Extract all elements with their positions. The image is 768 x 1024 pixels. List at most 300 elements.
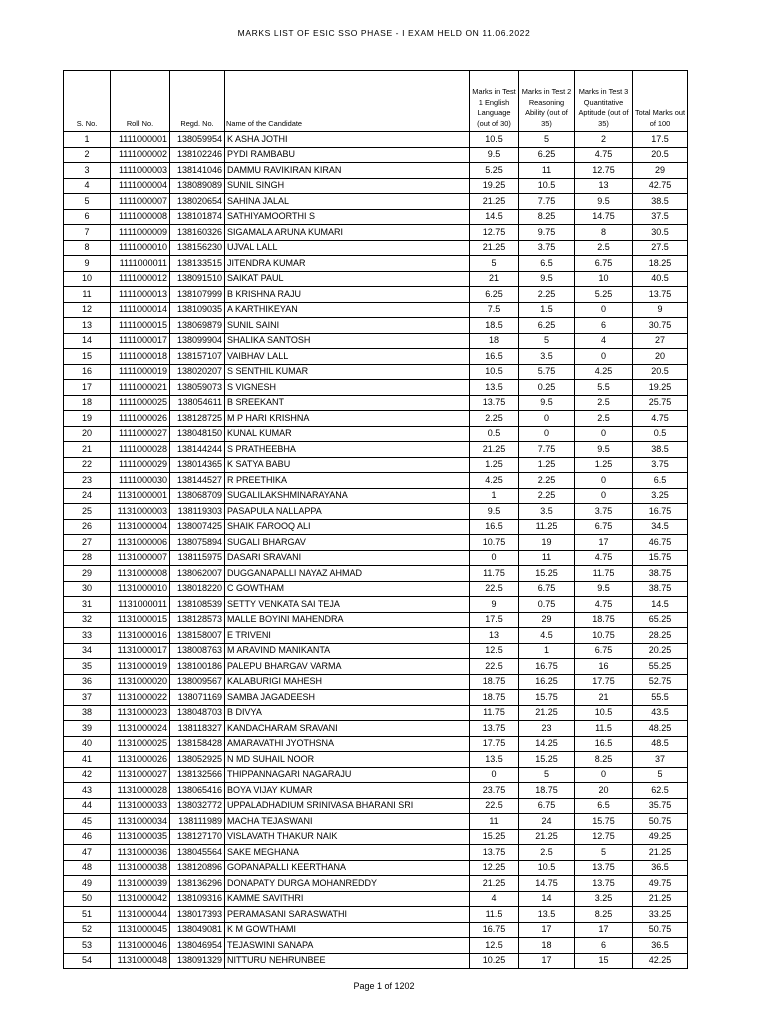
cell-candidate-name: SHALIKA SANTOSH xyxy=(225,333,470,349)
cell-roll-no: 1131000026 xyxy=(111,752,170,768)
cell-test2: 3.5 xyxy=(519,349,575,365)
cell-test1: 2.25 xyxy=(470,411,519,427)
cell-test2: 11 xyxy=(519,550,575,566)
cell-test3: 10.75 xyxy=(575,628,633,644)
cell-total: 6.5 xyxy=(633,473,688,489)
cell-regd-no: 138128573 xyxy=(170,612,225,628)
cell-candidate-name: SUNIL SAINI xyxy=(225,318,470,334)
cell-regd-no: 138099904 xyxy=(170,333,225,349)
cell-test2: 0.75 xyxy=(519,597,575,613)
cell-total: 25.75 xyxy=(633,395,688,411)
table-row xyxy=(64,364,688,380)
cell-total: 55.25 xyxy=(633,659,688,675)
cell-candidate-name: PASAPULA NALLAPPA xyxy=(225,504,470,520)
cell-roll-no: 1131000011 xyxy=(111,597,170,613)
cell-sno: 53 xyxy=(64,938,111,954)
cell-test1: 17.5 xyxy=(470,612,519,628)
cell-total: 52.75 xyxy=(633,674,688,690)
cell-regd-no: 138109316 xyxy=(170,891,225,907)
cell-sno: 1 xyxy=(64,132,111,148)
cell-test1: 22.5 xyxy=(470,798,519,814)
cell-roll-no: 1131000017 xyxy=(111,643,170,659)
table-row xyxy=(64,426,688,442)
table-row xyxy=(64,736,688,752)
cell-test2: 14.25 xyxy=(519,736,575,752)
cell-test3: 12.75 xyxy=(575,163,633,179)
cell-candidate-name: SAIKAT PAUL xyxy=(225,271,470,287)
cell-total: 36.5 xyxy=(633,938,688,954)
cell-candidate-name: PERAMASANI SARASWATHI xyxy=(225,907,470,923)
cell-roll-no: 1131000044 xyxy=(111,907,170,923)
cell-total: 37.5 xyxy=(633,209,688,225)
cell-total: 20.5 xyxy=(633,364,688,380)
cell-test2: 7.75 xyxy=(519,194,575,210)
table-row xyxy=(64,550,688,566)
cell-test3: 17.75 xyxy=(575,674,633,690)
cell-roll-no: 1111000013 xyxy=(111,287,170,303)
cell-test3: 15 xyxy=(575,953,633,969)
cell-test1: 1 xyxy=(470,488,519,504)
cell-regd-no: 138054611 xyxy=(170,395,225,411)
cell-test1: 0 xyxy=(470,550,519,566)
cell-test3: 2 xyxy=(575,132,633,148)
cell-test3: 6 xyxy=(575,318,633,334)
cell-candidate-name: M ARAVIND MANIKANTA xyxy=(225,643,470,659)
cell-total: 38.5 xyxy=(633,194,688,210)
cell-test2: 21.25 xyxy=(519,705,575,721)
table-row xyxy=(64,798,688,814)
cell-test2: 6.75 xyxy=(519,581,575,597)
cell-test3: 6.75 xyxy=(575,256,633,272)
cell-sno: 11 xyxy=(64,287,111,303)
cell-test1: 23.75 xyxy=(470,783,519,799)
cell-roll-no: 1131000016 xyxy=(111,628,170,644)
cell-total: 37 xyxy=(633,752,688,768)
cell-regd-no: 138052925 xyxy=(170,752,225,768)
cell-sno: 40 xyxy=(64,736,111,752)
cell-total: 42.75 xyxy=(633,178,688,194)
cell-test3: 2.5 xyxy=(575,240,633,256)
table-row xyxy=(64,597,688,613)
cell-roll-no: 1111000029 xyxy=(111,457,170,473)
cell-test1: 9.5 xyxy=(470,147,519,163)
table-row xyxy=(64,240,688,256)
cell-regd-no: 138109035 xyxy=(170,302,225,318)
table-row xyxy=(64,612,688,628)
cell-test2: 14 xyxy=(519,891,575,907)
cell-test2: 1.25 xyxy=(519,457,575,473)
cell-total: 38.75 xyxy=(633,581,688,597)
cell-roll-no: 1111000007 xyxy=(111,194,170,210)
table-row xyxy=(64,643,688,659)
cell-total: 49.75 xyxy=(633,876,688,892)
cell-test1: 15.25 xyxy=(470,829,519,845)
cell-sno: 23 xyxy=(64,473,111,489)
table-row xyxy=(64,256,688,272)
cell-test2: 0 xyxy=(519,426,575,442)
cell-regd-no: 138160326 xyxy=(170,225,225,241)
cell-test1: 13 xyxy=(470,628,519,644)
cell-test2: 3.75 xyxy=(519,240,575,256)
cell-test2: 15.75 xyxy=(519,690,575,706)
cell-regd-no: 138158007 xyxy=(170,628,225,644)
header-sno: S. No. xyxy=(64,71,111,132)
header-test3: Marks in Test 3 Quantitative Aptitude (out of 35) xyxy=(575,71,633,132)
cell-test1: 21 xyxy=(470,271,519,287)
cell-test1: 5 xyxy=(470,256,519,272)
cell-sno: 25 xyxy=(64,504,111,520)
cell-test3: 13.75 xyxy=(575,860,633,876)
cell-regd-no: 138120896 xyxy=(170,860,225,876)
cell-test2: 8.25 xyxy=(519,209,575,225)
cell-sno: 24 xyxy=(64,488,111,504)
cell-candidate-name: S VIGNESH xyxy=(225,380,470,396)
cell-test3: 20 xyxy=(575,783,633,799)
cell-test3: 15.75 xyxy=(575,814,633,830)
cell-regd-no: 138049081 xyxy=(170,922,225,938)
cell-test1: 19.25 xyxy=(470,178,519,194)
cell-test1: 21.25 xyxy=(470,240,519,256)
table-row xyxy=(64,380,688,396)
cell-roll-no: 1111000019 xyxy=(111,364,170,380)
cell-candidate-name: DUGGANAPALLI NAYAZ AHMAD xyxy=(225,566,470,582)
cell-sno: 2 xyxy=(64,147,111,163)
cell-test2: 17 xyxy=(519,922,575,938)
cell-test3: 1.25 xyxy=(575,457,633,473)
cell-test3: 4.75 xyxy=(575,550,633,566)
cell-roll-no: 1111000003 xyxy=(111,163,170,179)
cell-candidate-name: THIPPANNAGARI NAGARAJU xyxy=(225,767,470,783)
cell-total: 36.5 xyxy=(633,860,688,876)
cell-test3: 0 xyxy=(575,426,633,442)
cell-total: 33.25 xyxy=(633,907,688,923)
cell-sno: 44 xyxy=(64,798,111,814)
cell-test3: 11.75 xyxy=(575,566,633,582)
cell-regd-no: 138091329 xyxy=(170,953,225,969)
cell-roll-no: 1111000015 xyxy=(111,318,170,334)
cell-sno: 48 xyxy=(64,860,111,876)
cell-total: 40.5 xyxy=(633,271,688,287)
cell-candidate-name: SATHIYAMOORTHI S xyxy=(225,209,470,225)
cell-sno: 38 xyxy=(64,705,111,721)
table-row xyxy=(64,287,688,303)
cell-test3: 12.75 xyxy=(575,829,633,845)
table-row xyxy=(64,163,688,179)
cell-total: 65.25 xyxy=(633,612,688,628)
cell-total: 4.75 xyxy=(633,411,688,427)
table-row xyxy=(64,814,688,830)
cell-candidate-name: SUNIL SINGH xyxy=(225,178,470,194)
table-row xyxy=(64,302,688,318)
cell-candidate-name: SAHINA JALAL xyxy=(225,194,470,210)
cell-total: 50.75 xyxy=(633,814,688,830)
cell-roll-no: 1131000033 xyxy=(111,798,170,814)
cell-test3: 10 xyxy=(575,271,633,287)
cell-regd-no: 138059954 xyxy=(170,132,225,148)
cell-roll-no: 1131000004 xyxy=(111,519,170,535)
cell-candidate-name: MALLE BOYINI MAHENDRA xyxy=(225,612,470,628)
cell-total: 19.25 xyxy=(633,380,688,396)
table-row xyxy=(64,721,688,737)
cell-test2: 2.5 xyxy=(519,845,575,861)
cell-sno: 46 xyxy=(64,829,111,845)
cell-test3: 10.5 xyxy=(575,705,633,721)
cell-candidate-name: PYDI RAMBABU xyxy=(225,147,470,163)
cell-test1: 14.5 xyxy=(470,209,519,225)
cell-test3: 4.75 xyxy=(575,597,633,613)
cell-sno: 22 xyxy=(64,457,111,473)
cell-test2: 1.5 xyxy=(519,302,575,318)
cell-candidate-name: DASARI SRAVANI xyxy=(225,550,470,566)
cell-total: 49.25 xyxy=(633,829,688,845)
cell-candidate-name: JITENDRA KUMAR xyxy=(225,256,470,272)
cell-test3: 9.5 xyxy=(575,442,633,458)
cell-test2: 11 xyxy=(519,163,575,179)
cell-roll-no: 1111000018 xyxy=(111,349,170,365)
cell-candidate-name: GOPANAPALLI KEERTHANA xyxy=(225,860,470,876)
cell-test1: 0.5 xyxy=(470,426,519,442)
cell-test2: 10.5 xyxy=(519,860,575,876)
table-row xyxy=(64,659,688,675)
cell-sno: 17 xyxy=(64,380,111,396)
cell-candidate-name: AMARAVATHI JYOTHSNA xyxy=(225,736,470,752)
cell-sno: 36 xyxy=(64,674,111,690)
cell-test1: 10.5 xyxy=(470,132,519,148)
cell-test2: 9.75 xyxy=(519,225,575,241)
table-row xyxy=(64,395,688,411)
cell-test2: 15.25 xyxy=(519,752,575,768)
cell-roll-no: 1131000028 xyxy=(111,783,170,799)
table-row xyxy=(64,922,688,938)
cell-test3: 8.25 xyxy=(575,907,633,923)
table-row xyxy=(64,705,688,721)
cell-total: 5 xyxy=(633,767,688,783)
cell-candidate-name: SHAIK FAROOQ ALI xyxy=(225,519,470,535)
cell-regd-no: 138136296 xyxy=(170,876,225,892)
cell-regd-no: 138158428 xyxy=(170,736,225,752)
cell-sno: 52 xyxy=(64,922,111,938)
cell-test2: 11.25 xyxy=(519,519,575,535)
cell-total: 17.5 xyxy=(633,132,688,148)
cell-sno: 45 xyxy=(64,814,111,830)
cell-roll-no: 1131000024 xyxy=(111,721,170,737)
cell-sno: 4 xyxy=(64,178,111,194)
table-row xyxy=(64,473,688,489)
cell-regd-no: 138115975 xyxy=(170,550,225,566)
cell-test1: 11.75 xyxy=(470,566,519,582)
header-test2: Marks in Test 2 Reasoning Ability (out of 35) xyxy=(519,71,575,132)
cell-candidate-name: S SENTHIL KUMAR xyxy=(225,364,470,380)
cell-regd-no: 138101874 xyxy=(170,209,225,225)
cell-roll-no: 1131000010 xyxy=(111,581,170,597)
cell-regd-no: 138048150 xyxy=(170,426,225,442)
header-test1: Marks in Test 1 English Language (out of 30) xyxy=(470,71,519,132)
cell-test3: 4 xyxy=(575,333,633,349)
cell-total: 38.75 xyxy=(633,566,688,582)
cell-test2: 15.25 xyxy=(519,566,575,582)
cell-regd-no: 138141046 xyxy=(170,163,225,179)
cell-test2: 1 xyxy=(519,643,575,659)
cell-roll-no: 1111000026 xyxy=(111,411,170,427)
cell-regd-no: 138108539 xyxy=(170,597,225,613)
cell-total: 20.25 xyxy=(633,643,688,659)
cell-regd-no: 138062007 xyxy=(170,566,225,582)
table-row xyxy=(64,907,688,923)
cell-test1: 16.75 xyxy=(470,922,519,938)
cell-roll-no: 1111000002 xyxy=(111,147,170,163)
cell-sno: 21 xyxy=(64,442,111,458)
header-total: Total Marks out of 100 xyxy=(633,71,688,132)
cell-sno: 19 xyxy=(64,411,111,427)
table-row xyxy=(64,767,688,783)
cell-total: 27 xyxy=(633,333,688,349)
cell-regd-no: 138144527 xyxy=(170,473,225,489)
cell-test1: 12.75 xyxy=(470,225,519,241)
cell-test1: 11.5 xyxy=(470,907,519,923)
cell-test3: 3.75 xyxy=(575,504,633,520)
cell-total: 48.25 xyxy=(633,721,688,737)
cell-regd-no: 138075894 xyxy=(170,535,225,551)
cell-test2: 5 xyxy=(519,132,575,148)
cell-total: 35.75 xyxy=(633,798,688,814)
table-row xyxy=(64,519,688,535)
cell-test3: 8 xyxy=(575,225,633,241)
cell-total: 30.75 xyxy=(633,318,688,334)
cell-total: 27.5 xyxy=(633,240,688,256)
cell-test3: 0 xyxy=(575,302,633,318)
cell-candidate-name: VISLAVATH THAKUR NAIK xyxy=(225,829,470,845)
cell-sno: 26 xyxy=(64,519,111,535)
cell-roll-no: 1111000014 xyxy=(111,302,170,318)
cell-regd-no: 138018220 xyxy=(170,581,225,597)
cell-total: 38.5 xyxy=(633,442,688,458)
cell-candidate-name: SIGAMALA ARUNA KUMARI xyxy=(225,225,470,241)
cell-sno: 30 xyxy=(64,581,111,597)
cell-candidate-name: B KRISHNA RAJU xyxy=(225,287,470,303)
cell-sno: 27 xyxy=(64,535,111,551)
table-row xyxy=(64,535,688,551)
cell-sno: 33 xyxy=(64,628,111,644)
cell-test3: 5.25 xyxy=(575,287,633,303)
cell-candidate-name: NITTURU NEHRUNBEE xyxy=(225,953,470,969)
cell-roll-no: 1131000015 xyxy=(111,612,170,628)
cell-roll-no: 1111000010 xyxy=(111,240,170,256)
table-row xyxy=(64,752,688,768)
cell-roll-no: 1131000035 xyxy=(111,829,170,845)
cell-candidate-name: SUGALILAKSHMINARAYANA xyxy=(225,488,470,504)
cell-test3: 17 xyxy=(575,922,633,938)
cell-sno: 35 xyxy=(64,659,111,675)
cell-roll-no: 1111000011 xyxy=(111,256,170,272)
cell-candidate-name: PALEPU BHARGAV VARMA xyxy=(225,659,470,675)
cell-roll-no: 1111000004 xyxy=(111,178,170,194)
cell-sno: 7 xyxy=(64,225,111,241)
cell-total: 14.5 xyxy=(633,597,688,613)
cell-roll-no: 1131000045 xyxy=(111,922,170,938)
cell-candidate-name: S PRATHEEBHA xyxy=(225,442,470,458)
cell-regd-no: 138107999 xyxy=(170,287,225,303)
cell-roll-no: 1131000023 xyxy=(111,705,170,721)
cell-regd-no: 138007425 xyxy=(170,519,225,535)
cell-test3: 0 xyxy=(575,767,633,783)
table-row xyxy=(64,194,688,210)
cell-test1: 21.25 xyxy=(470,876,519,892)
cell-test3: 3.25 xyxy=(575,891,633,907)
table-row xyxy=(64,178,688,194)
cell-candidate-name: UPPALADHADIUM SRINIVASA BHARANI SRI xyxy=(225,798,470,814)
cell-regd-no: 138118327 xyxy=(170,721,225,737)
cell-test3: 17 xyxy=(575,535,633,551)
cell-sno: 49 xyxy=(64,876,111,892)
cell-regd-no: 138100186 xyxy=(170,659,225,675)
table-row xyxy=(64,674,688,690)
cell-test3: 9.5 xyxy=(575,194,633,210)
cell-sno: 18 xyxy=(64,395,111,411)
cell-candidate-name: B SREEKANT xyxy=(225,395,470,411)
cell-sno: 31 xyxy=(64,597,111,613)
cell-test3: 16 xyxy=(575,659,633,675)
cell-total: 43.5 xyxy=(633,705,688,721)
cell-regd-no: 138119303 xyxy=(170,504,225,520)
cell-sno: 10 xyxy=(64,271,111,287)
table-row xyxy=(64,132,688,148)
cell-roll-no: 1111000027 xyxy=(111,426,170,442)
cell-roll-no: 1131000039 xyxy=(111,876,170,892)
cell-test2: 13.5 xyxy=(519,907,575,923)
table-row xyxy=(64,829,688,845)
cell-total: 62.5 xyxy=(633,783,688,799)
cell-roll-no: 1111000001 xyxy=(111,132,170,148)
cell-test2: 5 xyxy=(519,333,575,349)
cell-total: 18.25 xyxy=(633,256,688,272)
cell-test1: 11.75 xyxy=(470,705,519,721)
table-row xyxy=(64,860,688,876)
cell-total: 21.25 xyxy=(633,845,688,861)
cell-candidate-name: SAKE MEGHANA xyxy=(225,845,470,861)
cell-roll-no: 1131000036 xyxy=(111,845,170,861)
table-row xyxy=(64,891,688,907)
table-row xyxy=(64,953,688,969)
cell-sno: 42 xyxy=(64,767,111,783)
cell-test3: 4.75 xyxy=(575,147,633,163)
table-row xyxy=(64,845,688,861)
cell-test3: 9.5 xyxy=(575,581,633,597)
cell-regd-no: 138045564 xyxy=(170,845,225,861)
cell-sno: 50 xyxy=(64,891,111,907)
cell-test2: 5.75 xyxy=(519,364,575,380)
cell-test3: 6.5 xyxy=(575,798,633,814)
cell-roll-no: 1131000046 xyxy=(111,938,170,954)
cell-test2: 4.5 xyxy=(519,628,575,644)
cell-roll-no: 1131000034 xyxy=(111,814,170,830)
cell-test2: 6.25 xyxy=(519,147,575,163)
cell-candidate-name: MACHA TEJASWANI xyxy=(225,814,470,830)
cell-sno: 34 xyxy=(64,643,111,659)
cell-sno: 32 xyxy=(64,612,111,628)
cell-test3: 8.25 xyxy=(575,752,633,768)
table-row xyxy=(64,566,688,582)
cell-test1: 10.25 xyxy=(470,953,519,969)
cell-roll-no: 1131000042 xyxy=(111,891,170,907)
cell-total: 9 xyxy=(633,302,688,318)
cell-test3: 5.5 xyxy=(575,380,633,396)
cell-candidate-name: BOYA VIJAY KUMAR xyxy=(225,783,470,799)
cell-test3: 13 xyxy=(575,178,633,194)
table-row xyxy=(64,876,688,892)
cell-sno: 20 xyxy=(64,426,111,442)
cell-total: 20 xyxy=(633,349,688,365)
cell-test2: 16.75 xyxy=(519,659,575,675)
